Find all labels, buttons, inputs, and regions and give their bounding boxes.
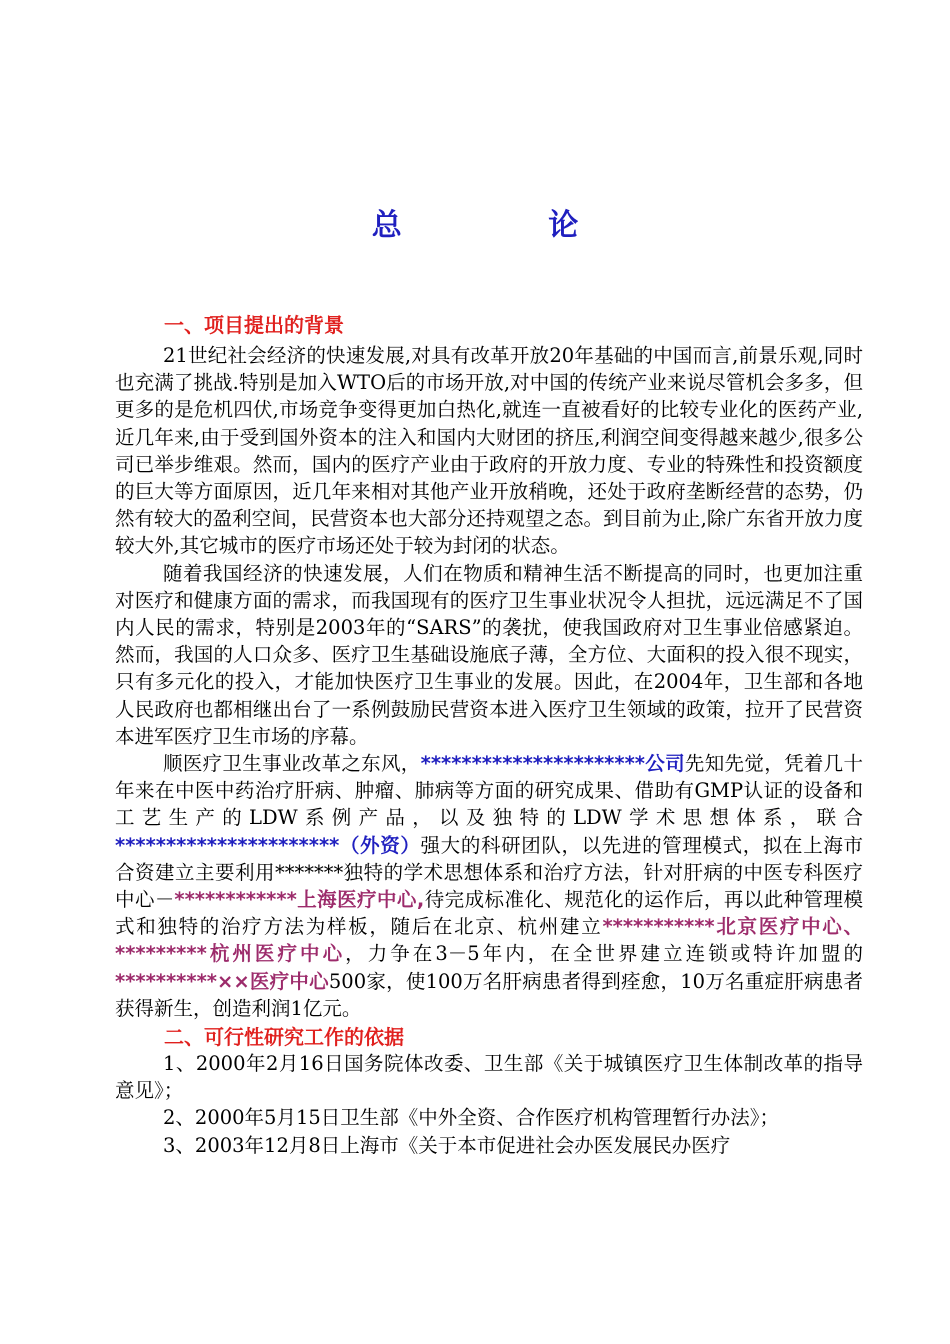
section-heading-basis: 二、可行性研究工作的依据 [164,1025,404,1050]
paragraph-text: 强大的科研团队，以先进的管理模式，拟在上海市合资建立主要利用*******独特的学术思想体系和治疗方法，针对肝病的中医专科医疗中心－ [115,833,863,912]
paragraph-text: ，力争在3－5年内，在全世界建立连锁或特许加盟的 [345,942,863,966]
paragraph-text: 500家，使100万名肝病患者得到痊愈，10万名重症肝病患者获得新生，创造利润1亿元。 [115,969,863,1020]
company-name: **********************公司 [420,752,685,776]
partner-name: **********************（外资） [115,833,421,857]
paragraph-text: 待完成标准化、规范化的运作后，再以此种管理模式和独特的治疗方法为样板，随后在北京、杭州建立 [115,888,863,939]
basis-item: 2、2000年5月15日卫生部《中外全资、合作医疗机构管理暂行办法》； [163,1106,780,1130]
beijing-center-name: ***********北京医疗中心、 [602,915,863,939]
basis-item: 1、2000年2月16日国务院体改委、卫生部《关于城镇医疗卫生体制改革的指导意见》； [115,1052,863,1103]
section-heading-background: 一、项目提出的背景 [164,313,344,337]
hangzhou-center-name: *********杭州医疗中心 [115,942,346,966]
paragraph-text: 先知先觉，凭着几十年来在中医中药治疗肝病、肿瘤、肺病等方面的研究成果、借助有GMP认证的设备和工艺生产的LDW系例产品，以及独特的LDW学术思想体系，联合 [115,752,863,830]
franchise-center-name: **********××医疗中心 [115,969,329,993]
paragraph-text: 顺医疗卫生事业改革之东风， [163,752,421,776]
paragraph-background-2: 随着我国经济的快速发展，人们在物质和精神生活不断提高的同时，也更加注重对医疗和健康方面的需求，而我国现有的医疗卫生事业状况令人担扰，远远满足不了国内人民的需求，特别是2003年的“SARS”的袭扰，使我国政府对卫生事业倍感紧迫。然而，我国的人口众多、医疗卫生基础设施底子薄，全方位、大面积的投入很不现实，只有多元化的投入，才能加快医疗卫生事业的发展。因此，在2004年，卫生部和各地人民政府也都相继出台了一系例鼓励民营资本进入医疗卫生领域的政策，拉开了民营资本进军医疗卫生市场的序幕。 [115,561,863,748]
document-body [115,308,863,1159]
document-title: 总 论 [371,208,647,243]
paragraph-background-3 [115,750,863,1022]
shanghai-center-name: ************上海医疗中心, [174,888,425,912]
basis-item: 3、2003年12月8日上海市《关于本市促进社会办医发展民办医疗 [163,1133,731,1157]
paragraph-background-1: 21世纪社会经济的快速发展,对具有改革开放20年基础的中国而言,前景乐观,同时也充满了挑战.特别是加入WTO后的市场开放,对中国的传统产业来说尽管机会多多，但更多的是危机四伏,市场竞争变得更加白热化,就连一直被看好的比较专业化的医药产业,近几年来,由于受到国外资本的注入和国内大财团的挤压,利润空间变得越来越少,很多公司已举步维艰。然而，国内的医疗产业由于政府的开放力度、专业的特殊性和投资额度的巨大等方面原因，近几年来相对其他产业开放稍晚，还处于政府垄断经营的态势，仍然有较大的盈利空间，民营资本也大部分还持观望之态。到目前为止,除广东省开放力度较大外,其它城市的医疗市场还处于较为封闭的状态。 [115,344,863,558]
